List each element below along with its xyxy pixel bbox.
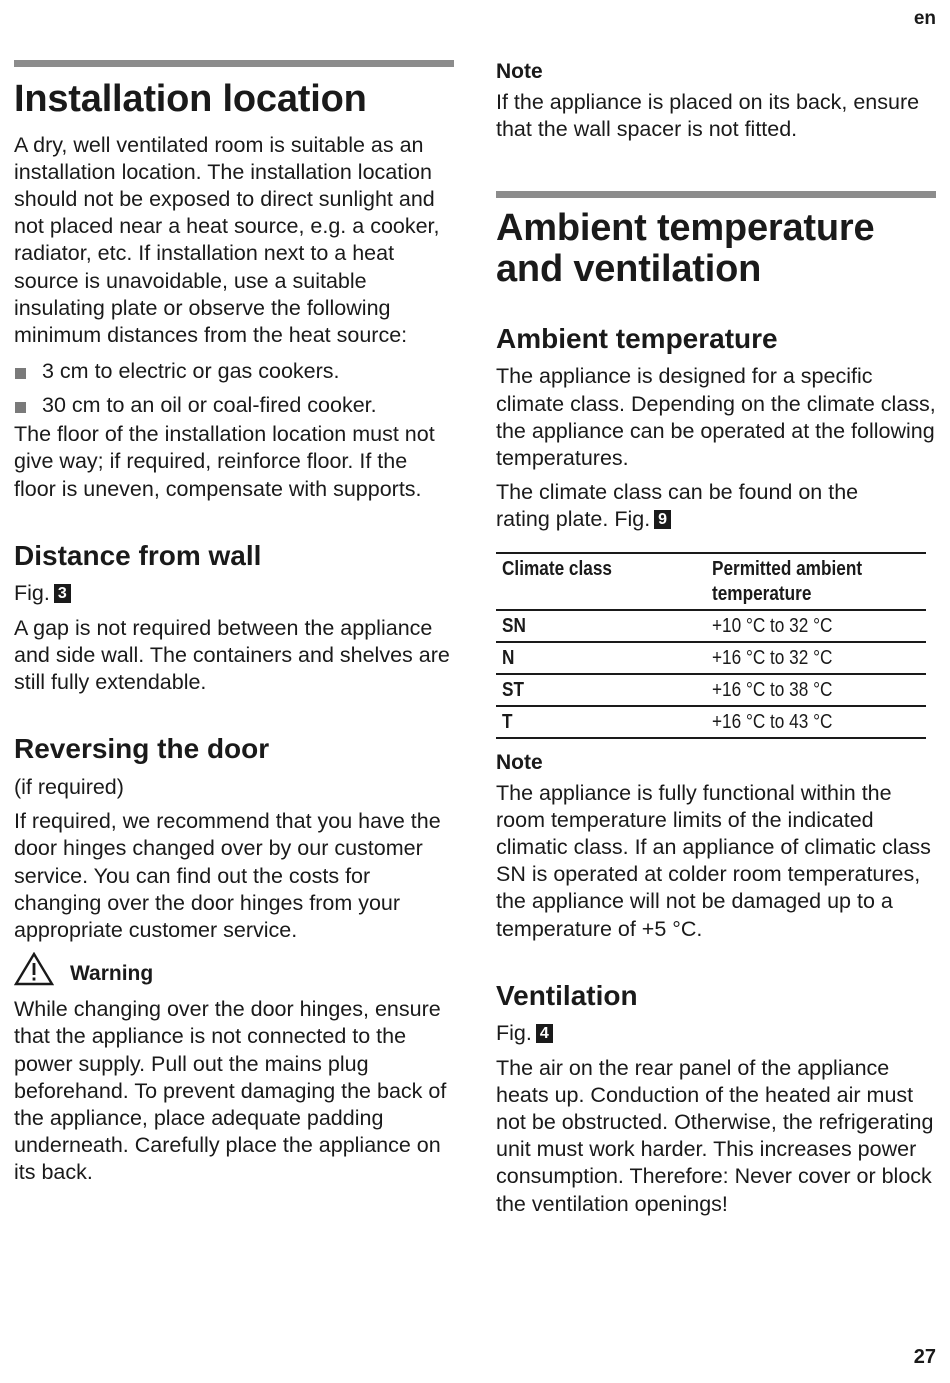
- temperature-cell: +16 °C to 38 °C: [712, 678, 833, 701]
- intro-paragraph: A dry, well ventilated room is suitable as an installation location. The installation location should not be exposed to direct sunlight and not placed near a heat source, e.g. a cooker, radiator, etc. If installation next to a heat source is unavoidable, use a suitable insulating plate or observe the following minimum distances from the heat source:: [14, 132, 440, 348]
- fig-reference: Fig. 4: [496, 1020, 936, 1047]
- rating-plate-paragraph: The climate class can be found on the rating plate. Fig. 9: [496, 480, 859, 532]
- temperature-cell: +10 °C to 32 °C: [712, 614, 833, 637]
- floor-paragraph: The floor of the installation location must not give way; if required, reinforce floor. If the floor is uneven, compensate with supports.: [14, 422, 435, 501]
- section-rule: [496, 191, 936, 198]
- climate-class-cell: N: [502, 646, 515, 669]
- warning-label: Warning: [70, 962, 154, 986]
- list-item: 30 cm to an oil or coal-fired cooker.: [14, 392, 454, 419]
- section-rule: [14, 60, 454, 67]
- door-paragraph: If required, we recommend that you have the door hinges changed over by our customer service. You can find out the costs for changing over the door hinges from your appropriate customer service.: [14, 809, 441, 942]
- table-row: [496, 674, 926, 706]
- note-paragraph: If the appliance is placed on its back, ensure that the wall spacer is not fitted.: [496, 90, 920, 142]
- heading-reversing-door: Reversing the door: [14, 733, 270, 765]
- climate-note-paragraph: The appliance is fully functional within the room temperature limits of the indicated climatic class. If an appliance of climatic class SN is operated at colder room temperatures, the appliance will not be damaged up to a temperature of +5 °C.: [496, 780, 931, 941]
- figure-number-badge: 4: [536, 1024, 553, 1043]
- temperature-cell: +16 °C to 32 °C: [712, 646, 833, 669]
- climate-class-table: [496, 552, 926, 739]
- table-row: [496, 706, 926, 738]
- temperature-cell: +16 °C to 43 °C: [712, 710, 833, 733]
- bullet-square-icon: [15, 402, 26, 413]
- language-code: en: [913, 8, 936, 29]
- right-column: [496, 58, 936, 1218]
- page-number: 27: [913, 1346, 936, 1368]
- figure-number-badge: 9: [654, 510, 671, 529]
- note-label: Note: [496, 60, 543, 83]
- table-row: [496, 642, 926, 674]
- if-required-note: (if required): [14, 774, 124, 799]
- heading-ambient-temperature: Ambient temperature: [496, 322, 778, 354]
- note-label: Note: [496, 750, 543, 774]
- distance-paragraph: A gap is not required between the appliance and side wall. The containers and shelves are still fully extendable.: [14, 615, 450, 695]
- table-header-row: [496, 553, 926, 610]
- warning-triangle-icon: [14, 952, 54, 986]
- fig-reference: Fig. 3: [14, 580, 454, 607]
- list-item: 3 cm to electric or gas cookers.: [14, 358, 454, 385]
- climate-class-cell: SN: [502, 614, 526, 637]
- climate-class-cell: T: [502, 710, 513, 733]
- section-title-ambient: Ambient temperature and ventilation: [496, 207, 875, 291]
- left-column: [14, 60, 454, 1187]
- ventilation-paragraph: The air on the rear panel of the appliance heats up. Conduction of the heated air must not be obstructed. Otherwise, the refrigerating unit must work harder. This increases power consumption. Therefore: Never cover or block the ventilation openings!: [496, 1055, 934, 1216]
- ambient-paragraph: The appliance is designed for a specific climate class. Depending on the climate class, the appliance can be operated at the following temperatures.: [496, 364, 936, 470]
- section-title-installation: Installation location: [14, 78, 367, 120]
- climate-class-cell: ST: [502, 678, 524, 701]
- bullet-square-icon: [15, 368, 26, 379]
- heading-distance-from-wall: Distance from wall: [14, 539, 262, 571]
- warning-block: [14, 952, 454, 986]
- column-header-permitted-temperature: Permitted ambient temperature: [712, 557, 863, 605]
- table-row: [496, 610, 926, 642]
- figure-number-badge: 3: [54, 584, 71, 603]
- heading-ventilation: Ventilation: [496, 979, 638, 1011]
- warning-paragraph: While changing over the door hinges, ensure that the appliance is not connected to the power supply. Pull out the mains plug beforehand. To prevent damaging the back of the appliance, place adequate padding underneath. Carefully place the appliance on its back.: [14, 997, 447, 1185]
- column-header-climate-class: Climate class: [502, 557, 612, 580]
- distance-list: [14, 358, 454, 419]
